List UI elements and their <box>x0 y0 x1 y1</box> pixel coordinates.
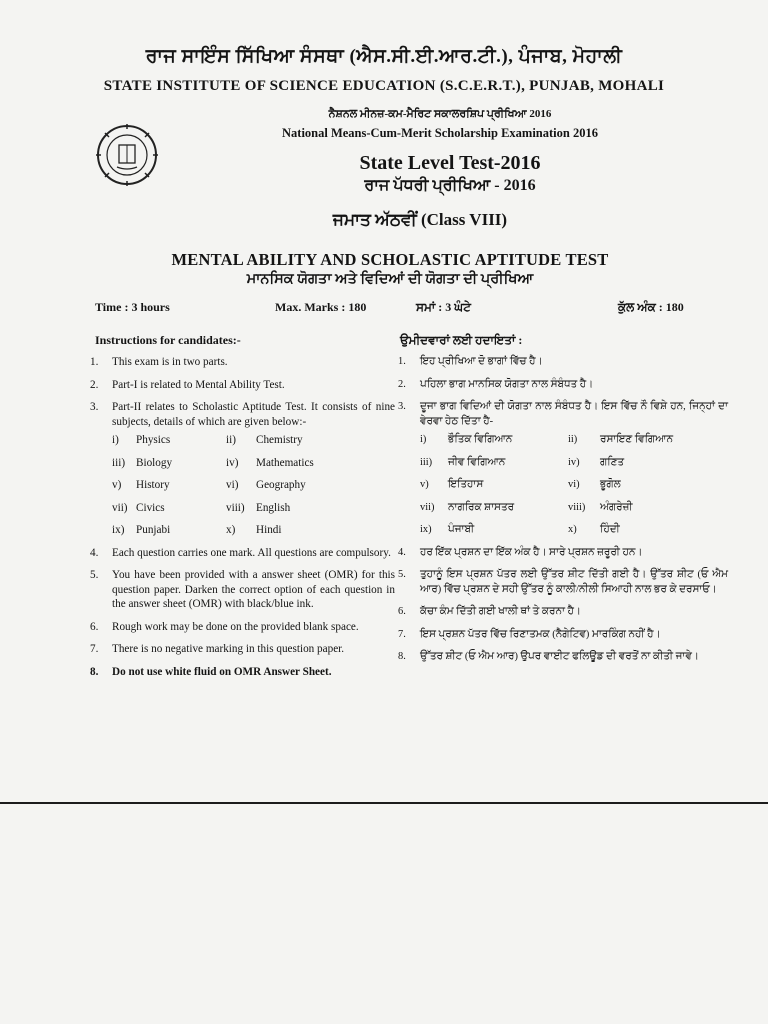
test-title-english: MENTAL ABILITY AND SCHOLASTIC APTITUDE TEST <box>171 250 609 269</box>
time-english: Time : 3 hours <box>95 300 170 314</box>
instruction-item: 7. There is no negative marking in this question paper. <box>90 643 345 655</box>
instruction-item: 1. This exam is in two parts. <box>90 356 228 368</box>
time-punjabi: ਸਮਾਂ : 3 ਘੰਟੇ <box>416 300 471 314</box>
instruction-item: 3. ਦੂਜਾ ਭਾਗ ਵਿਦਿਆਂ ਦੀ ਯੋਗਤਾ ਨਾਲ ਸੰਬੰਧਤ ਹੈ। ਇਸ ਵਿੱਚ ਨੌ ਵਿਸ਼ੇ ਹਨ, ਜਿਨ੍ਹਾਂ ਦਾ ਵੇਰਵਾ ਹੇਠ ਦਿੱਤਾ ਹੈ- <box>398 401 728 427</box>
instruction-item: 8. ਉੱਤਰ ਸ਼ੀਟ (ਓ ਐਮ ਆਰ) ਉਪਰ ਵਾਈਟ ਫਲਿਊਡ ਦੀ ਵਰਤੋਂ ਨਾ ਕੀਤੀ ਜਾਵੇ। <box>398 651 699 662</box>
instructions-english <box>90 355 395 687</box>
instruction-item: 1. ਇਹ ਪ੍ਰੀਖਿਆ ਦੋ ਭਾਗਾਂ ਵਿੱਚ ਹੈ। <box>398 356 543 367</box>
instructions-punjabi <box>398 355 728 673</box>
exam-name-english: National Means-Cum-Merit Scholarship Examination 2016 <box>282 126 598 140</box>
instruction-item: 4. Each question carries one mark. All questions are compulsory. <box>90 546 391 559</box>
institute-title-english: STATE INSTITUTE OF SCIENCE EDUCATION (S.C.E.R.T.), PUNJAB, MOHALI <box>103 78 665 94</box>
instruction-item: 6. ਕੱਚਾ ਕੰਮ ਦਿੱਤੀ ਗਈ ਖਾਲੀ ਥਾਂ ਤੇ ਕਰਨਾ ਹੈ। <box>398 606 581 617</box>
instruction-item: 4. ਹਰ ਇੱਕ ਪ੍ਰਸ਼ਨ ਦਾ ਇੱਕ ਅੰਕ ਹੈ। ਸਾਰੇ ਪ੍ਰਸ਼ਨ ਜ਼ਰੂਰੀ ਹਨ। <box>398 546 643 558</box>
subject-list-punjabi: i) ਭੌਤਿਕ ਵਿਗਿਆਨ ii) ਰਸਾਇਣ ਵਿਗਿਆਨ iii) ਜੀਵ ਵਿਗਿਆਨ iv) ਗਣਿਤ v) ਇਤਿਹਾਸ vi) ਭੂਗੋਲ vii) ਨਾਗਰਿਕ ਸ਼ਾਸਤਰ viii) ਅੰਗਰੇਜ਼ੀ ix) ਪੰਜਾਬੀ x) ਹਿੰਦੀ <box>420 434 673 535</box>
subject-list-english: i) Physics ii) Chemistry iii) Biology iv) Mathematics v) History vi) Geography vii) Civics viii) English ix) Punjabi x) Hindi <box>112 434 314 536</box>
test-title-punjabi: ਮਾਨਸਿਕ ਯੋਗਤਾ ਅਤੇ ਵਿਦਿਆਂ ਦੀ ਯੋਗਤਾ ਦੀ ਪ੍ਰੀਖਿਆ <box>246 271 534 287</box>
class-heading: ਜਮਾਤ ਅੱਠਵੀਂ (Class VIII) <box>332 210 508 229</box>
instruction-item: 3. Part-II relates to Scholastic Aptitude Test. It consists of nine subjects, details of which are given below:- <box>90 401 395 428</box>
instruction-item: 7. ਇਸ ਪ੍ਰਸ਼ਨ ਪੱਤਰ ਵਿੱਚ ਰਿਣਾਤਮਕ (ਨੈਗੇਟਿਵ) ਮਾਰਕਿੰਗ ਨਹੀਂ ਹੈ। <box>398 628 661 640</box>
instructions-heading-punjabi: ਉਮੀਦਵਾਰਾਂ ਲਈ ਹਦਾਇਤਾਂ : <box>400 333 523 347</box>
instruction-item: 2. ਪਹਿਲਾ ਭਾਗ ਮਾਨਸਿਕ ਯੋਗਤਾ ਨਾਲ ਸੰਬੰਧਤ ਹੈ। <box>398 378 594 390</box>
test-level-english: State Level Test-2016 <box>359 152 541 174</box>
instruction-item: 6. Rough work may be done on the provided blank space. <box>90 620 359 633</box>
instruction-item: 2. Part-I is related to Mental Ability Test. <box>90 378 285 391</box>
institute-title-punjabi: ਰਾਜ ਸਾਇੰਸ ਸਿੱਖਿਆ ਸੰਸਥਾ (ਐਸ.ਸੀ.ਈ.ਆਰ.ਟੀ.), ਪੰਜਾਬ, ਮੋਹਾਲੀ <box>145 46 623 67</box>
test-level-punjabi: ਰਾਜ ਪੱਧਰੀ ਪ੍ਰੀਖਿਆ - 2016 <box>364 177 536 194</box>
instruction-item: 5. You have been provided with a answer sheet (OMR) for this question paper. Darken the correct option of each question in the answer sheet (OMR) with black/blue ink. <box>90 569 395 610</box>
instruction-item: 5. ਤੁਹਾਨੂੰ ਇਸ ਪ੍ਰਸ਼ਨ ਪੱਤਰ ਲਈ ਉੱਤਰ ਸ਼ੀਟ ਦਿੱਤੀ ਗਈ ਹੈ। ਉੱਤਰ ਸ਼ੀਟ (ਓ ਐਮ ਆਰ) ਵਿੱਚ ਪ੍ਰਸ਼ਨ ਦੇ ਸਹੀ ਉੱਤਰ ਨੂੰ ਕਾਲੀ/ਨੀਲੀ ਸਿਆਹੀ ਨਾਲ ਭਰ ਕੇ ਦਰਸਾਓ। <box>398 569 728 595</box>
max-marks-punjabi: ਕੁੱਲ ਅੰਕ : 180 <box>618 300 684 314</box>
max-marks-english: Max. Marks : 180 <box>275 300 367 314</box>
exam-name-punjabi: ਨੈਸ਼ਨਲ ਮੀਨਜ਼-ਕਮ-ਮੈਰਿਟ ਸਕਾਲਰਸ਼ਿਪ ਪ੍ਰੀਖਿਆ 2016 <box>328 108 552 120</box>
instruction-item: 8. Do not use white fluid on OMR Answer Sheet. <box>90 665 332 678</box>
horizontal-divider <box>0 802 768 804</box>
instructions-heading-english: Instructions for candidates:- <box>95 333 241 347</box>
